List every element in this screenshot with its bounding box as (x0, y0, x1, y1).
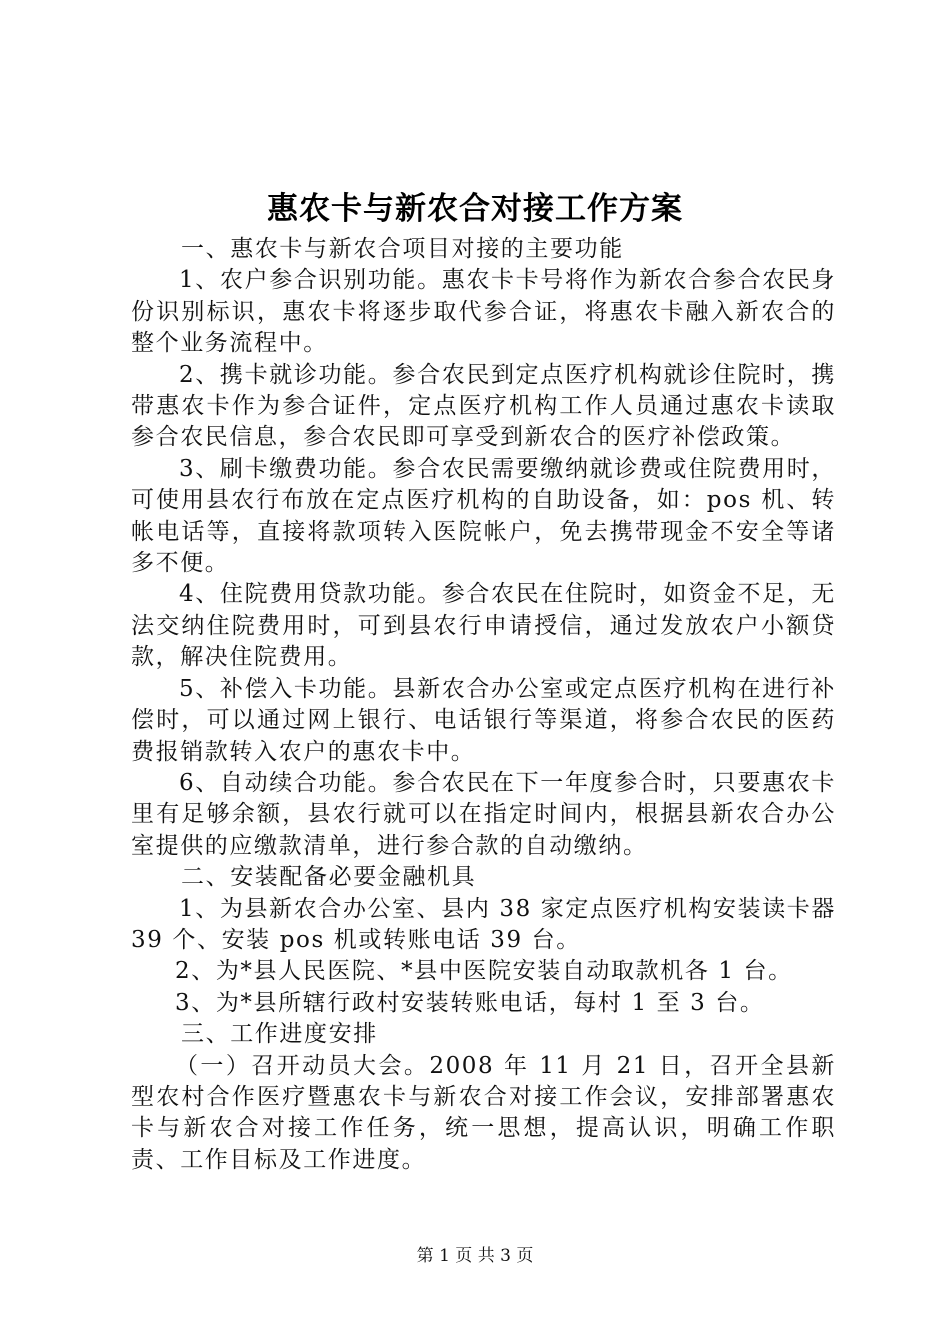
paragraph-function-3: 3、刷卡缴费功能。参合农民需要缴纳就诊费或住院费用时，可使用县农行布放在定点医疗机构的自助设备，如：pos 机、转帐电话等，直接将款项转入医院帐户，免去携带现金不安全等诸多不便。 (131, 455, 836, 577)
section-heading-2: 二、安装配备必要金融机具 (181, 864, 477, 891)
paragraph-equipment-3: 3、为*县所辖行政村安装转账电话，每村 1 至 3 台。 (175, 989, 765, 1016)
paragraph-schedule-1: （一）召开动员大会。2008 年 11 月 21 日，召开全县新型农村合作医疗暨惠农卡与新农合对接工作会议，安排部署惠农卡与新农合对接工作任务，统一思想，提高认识，明确工作职责、工作目标及工作进度。 (131, 1052, 836, 1173)
section-heading-3: 三、工作进度安排 (181, 1021, 378, 1048)
paragraph-equipment-1: 1、为县新农合办公室、县内 38 家定点医疗机构安装读卡器 39 个、安装 pos 机或转账电话 39 台。 (131, 895, 836, 953)
document-body (131, 234, 836, 1176)
section-heading-1: 一、惠农卡与新农合项目对接的主要功能 (181, 236, 624, 262)
page-number-footer: 第 1 页 共 3 页 (416, 1246, 534, 1266)
paragraph-function-6: 6、自动续合功能。参合农民在下一年度参合时，只要惠农卡里有足够余额，县农行就可以在指定时间内，根据县新农合办公室提供的应缴款清单，进行参合款的自动缴纳。 (131, 769, 836, 859)
paragraph-equipment-2: 2、为*县人民医院、*县中医院安装自动取款机各 1 台。 (175, 958, 793, 985)
paragraph-function-5: 5、补偿入卡功能。县新农合办公室或定点医疗机构在进行补偿时，可以通过网上银行、电话银行等渠道，将参合农民的医药费报销款转入农户的惠农卡中。 (131, 675, 836, 765)
paragraph-function-1: 1、农户参合识别功能。惠农卡卡号将作为新农合参合农民身份识别标识，惠农卡将逐步取代参合证，将惠农卡融入新农合的整个业务流程中。 (131, 267, 836, 357)
paragraph-function-4: 4、住院费用贷款功能。参合农民在住院时，如资金不足，无法交纳住院费用时，可到县农行申请授信，通过发放农户小额贷款，解决住院费用。 (131, 581, 836, 671)
paragraph-function-2: 2、携卡就诊功能。参合农民到定点医疗机构就诊住院时，携带惠农卡作为参合证件，定点医疗机构工作人员通过惠农卡读取参合农民信息，参合农民即可享受到新农合的医疗补偿政策。 (131, 361, 836, 451)
document-title: 惠农卡与新农合对接工作方案 (267, 191, 683, 227)
